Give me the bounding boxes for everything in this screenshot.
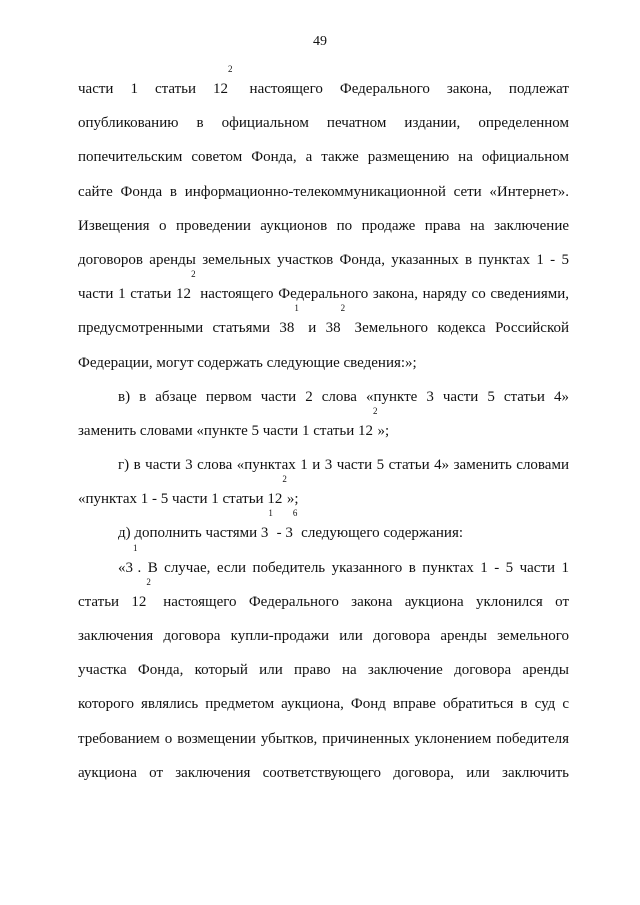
text-line-l15: «$3^1$. В случае, если победитель указанного в пунктах 1 - 5 части 1 (118, 542, 569, 576)
text-line-l2: опубликованию в официальном печатном издании, определенном (78, 115, 569, 132)
text-line-l18: участка Фонда, который или право на заключение договора аренды (78, 662, 569, 679)
text-line-l11: заменить словами «пункте 5 части 1 статьи $12^2$»; (78, 405, 390, 439)
text-line-l8: предусмотренными статьями $38^1$ и $38^2$ Земельного кодекса Российской (78, 303, 569, 337)
text-line-l14: д) дополнить частями $3^1 - 3^6$ следующего содержания: (118, 508, 464, 542)
text-line-l12: г) в части 3 слова «пунктах 1 и 3 части 5 статьи 4» заменить словами (118, 457, 569, 474)
text-line-l17: заключения договора купли-продажи или договора аренды земельного (78, 628, 569, 644)
text-line-l16: статьи $12^2$ настоящего Федерального закона аукциона уклонился от (78, 576, 569, 610)
text-line-l5: Извещения о проведении аукционов по продаже права на заключение (78, 217, 569, 234)
text-line-l6: договоров аренды земельных участков Фонда, указанных в пунктах 1 - 5 (78, 251, 569, 268)
text-line-l13: «пунктах 1 - 5 части 1 статьи $12^2$»; (78, 474, 299, 508)
text-line-l10: в) в абзаце первом части 2 слова «пункте 3 части 5 статьи 4» (118, 388, 569, 405)
text-line-l7: части 1 статьи $12^2$ настоящего Федерального закона, наряду со сведениями, (78, 269, 569, 303)
text-line-l9: Федерации, могут содержать следующие сведения:»; (78, 354, 417, 371)
text-line-l21: аукциона от заключения соответствующего договора, или заключить (78, 764, 569, 781)
text-line-l1: части 1 статьи $12^2$ настоящего Федерального закона, подлежат (78, 64, 569, 97)
page-number: 49 (313, 34, 327, 49)
text-line-l3: попечительским советом Фонда, а также размещению на официальном (78, 149, 569, 166)
document-text (78, 64, 569, 790)
text-line-l19: которого являлись предметом аукциона, Фонд вправе обратиться в суд с (78, 696, 569, 713)
text-line-l20: требованием о возмещении убытков, причиненных уклонением победителя (78, 730, 569, 747)
text-line-l4: сайте Фонда в информационно-телекоммуникационной сети «Интернет». (78, 183, 569, 200)
